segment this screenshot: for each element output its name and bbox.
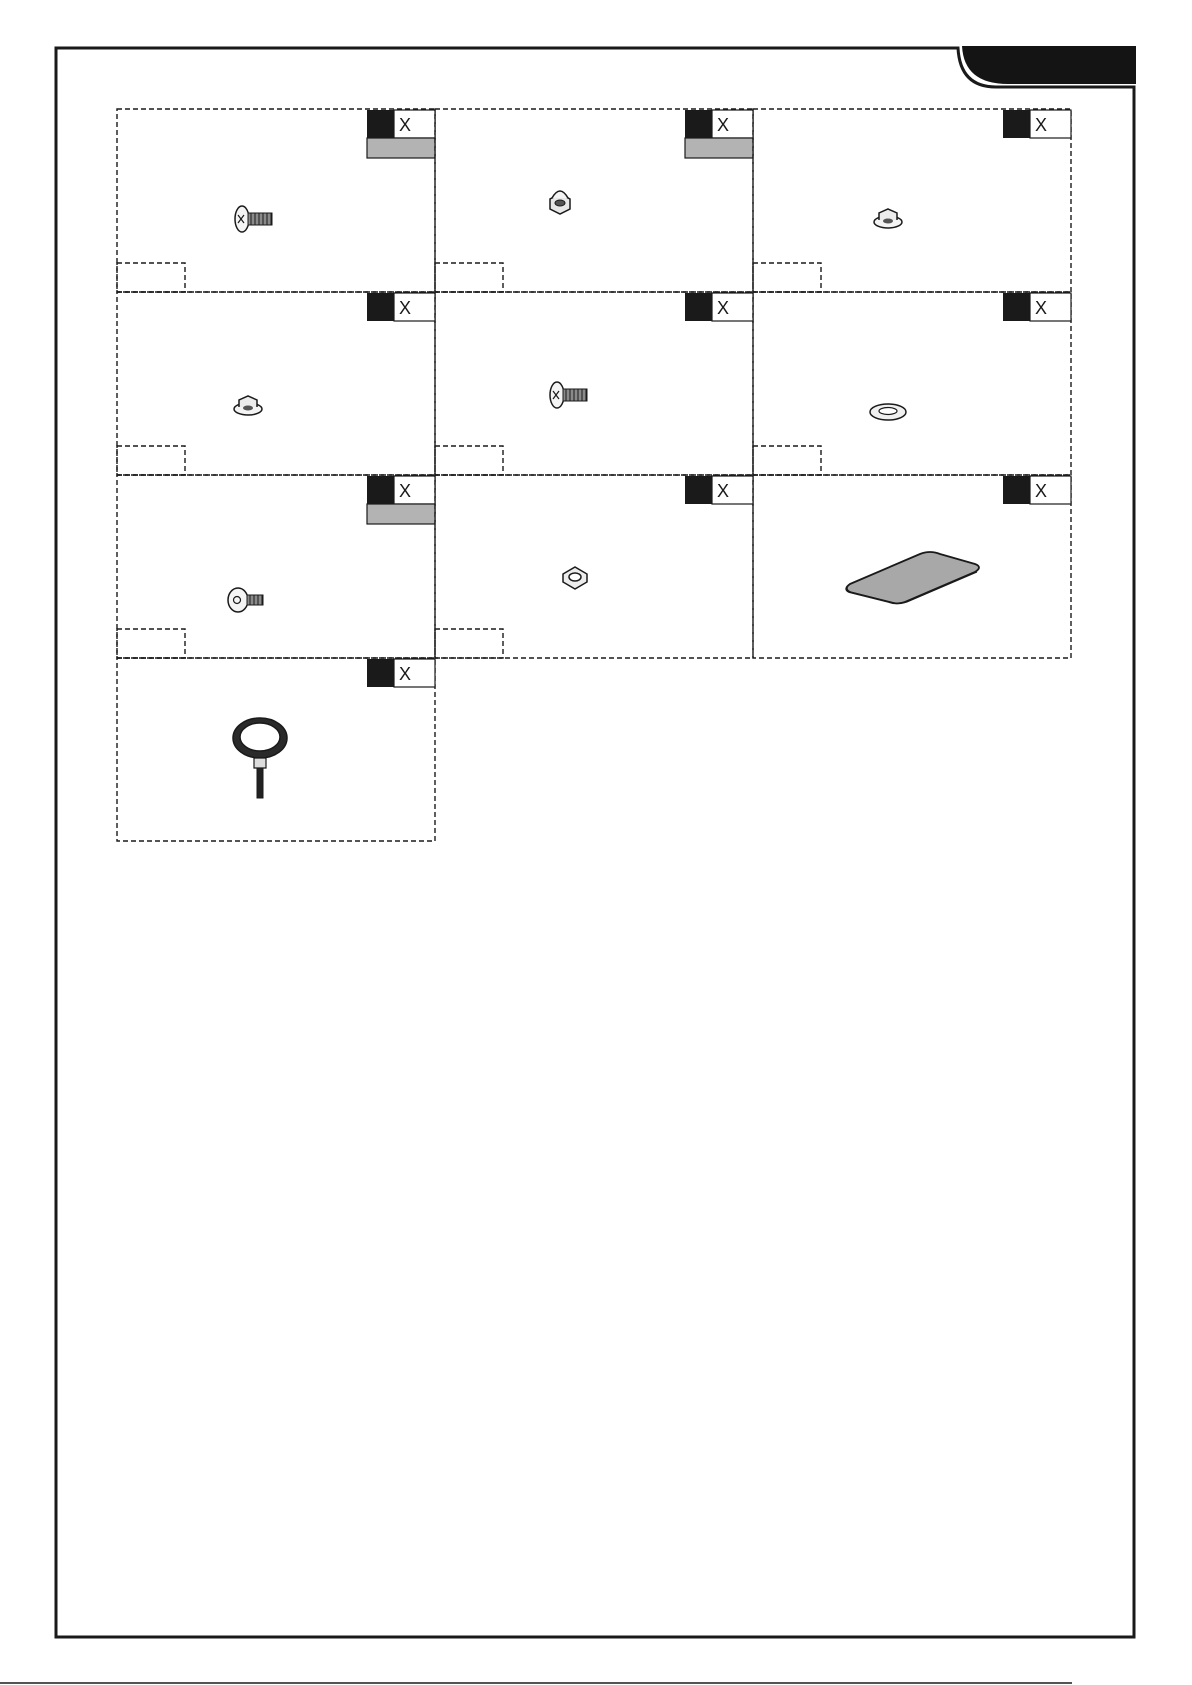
quantity-box	[1003, 476, 1071, 504]
quantity-swatch	[1003, 476, 1030, 504]
quantity-box	[1003, 293, 1071, 321]
quantity-multiplier: X	[1035, 481, 1048, 501]
quantity-subband	[367, 138, 435, 158]
pad-icon	[846, 552, 979, 604]
quantity-multiplier: X	[717, 115, 730, 135]
quantity-multiplier: X	[399, 664, 412, 684]
quantity-multiplier: X	[717, 298, 730, 318]
quantity-swatch	[685, 293, 712, 321]
part-id-tag	[435, 629, 503, 658]
quantity-multiplier: X	[1035, 298, 1048, 318]
quantity-box	[1003, 110, 1071, 138]
quantity-box	[367, 110, 435, 158]
quantity-multiplier: X	[399, 481, 412, 501]
part-id-tag	[435, 263, 503, 292]
nylon-lock-nut-icon	[550, 191, 570, 214]
hardware-cell-truss-head-screw-a	[117, 109, 435, 292]
hardware-cell-hex-nut	[435, 475, 753, 658]
quantity-swatch	[367, 476, 394, 504]
hardware-cell-flange-nut-a	[753, 109, 1071, 292]
flange-nut-icon	[874, 209, 902, 228]
part-id-tag	[435, 446, 503, 475]
page-border	[56, 48, 1134, 1637]
quantity-swatch	[367, 293, 394, 321]
hardware-cell-truss-head-screw-b	[435, 292, 753, 475]
quantity-multiplier: X	[399, 298, 412, 318]
quantity-swatch	[367, 110, 394, 138]
quantity-multiplier: X	[1035, 115, 1048, 135]
hardware-cell-flange-nut-b	[117, 292, 435, 475]
part-id-tag	[117, 446, 185, 475]
quantity-swatch	[1003, 293, 1030, 321]
header-tab	[962, 46, 1136, 84]
quantity-box	[685, 110, 753, 158]
truss-head-screw-icon	[550, 382, 587, 408]
washer-icon	[870, 404, 906, 420]
hex-socket-bolt-icon	[228, 588, 263, 612]
quantity-box	[367, 659, 435, 687]
quantity-box	[685, 293, 753, 321]
quantity-swatch	[685, 476, 712, 504]
quantity-subband	[367, 504, 435, 524]
quantity-swatch	[685, 110, 712, 138]
quantity-multiplier: X	[399, 115, 412, 135]
quantity-box	[685, 476, 753, 504]
quantity-swatch	[1003, 110, 1030, 138]
hardware-cell-foam-pad	[753, 475, 1071, 658]
flange-nut-icon	[234, 396, 262, 415]
quantity-multiplier: X	[717, 481, 730, 501]
hardware-cell-flat-washer	[753, 292, 1071, 475]
quantity-box	[367, 476, 435, 524]
part-id-tag	[753, 446, 821, 475]
hex-nut-icon	[563, 567, 587, 589]
truss-head-screw-icon	[235, 206, 272, 232]
quantity-subband	[685, 138, 753, 158]
hardware-cell-nylon-lock-nut	[435, 109, 753, 292]
quantity-swatch	[367, 659, 394, 687]
part-id-tag	[117, 263, 185, 292]
hardware-cell-leveling-foot	[117, 658, 435, 841]
leveling-foot-icon	[233, 718, 287, 798]
part-id-tag	[753, 263, 821, 292]
hardware-cell-button-head-hex-bolt	[117, 475, 435, 658]
quantity-box	[367, 293, 435, 321]
part-id-tag	[117, 629, 185, 658]
